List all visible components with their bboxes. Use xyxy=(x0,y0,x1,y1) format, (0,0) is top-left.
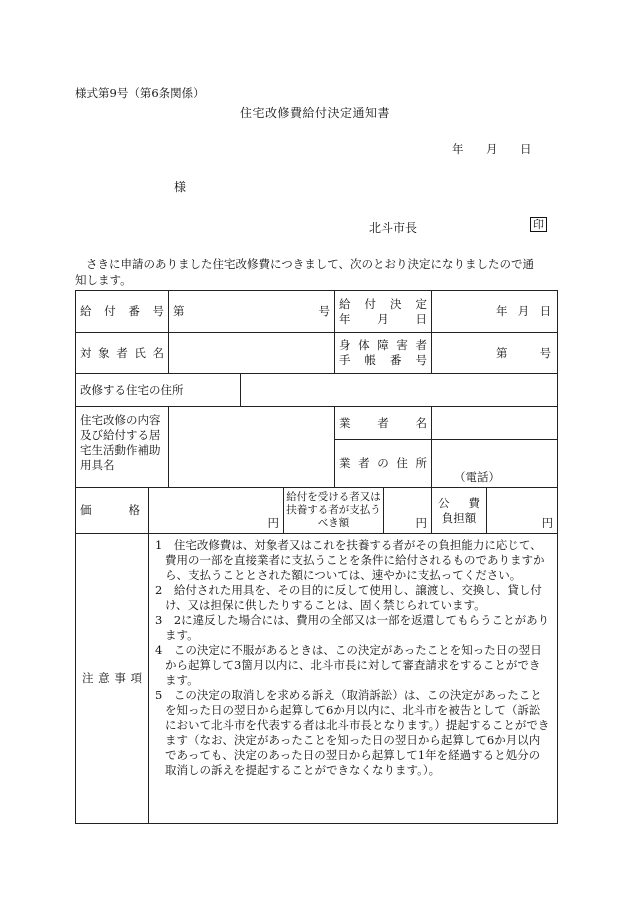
intro-line-2: 知します。 xyxy=(75,273,132,287)
document-title: 住宅改修費給付決定通知書 xyxy=(240,106,391,120)
public-burden-value xyxy=(487,488,558,534)
payer-yen: 円 xyxy=(415,516,428,530)
subject-name-label: 対 象 者 氏 名 xyxy=(76,333,169,374)
address-value xyxy=(241,374,558,407)
seal-mark: 印 xyxy=(530,217,547,232)
price-yen: 円 xyxy=(267,516,279,530)
note-2: 2 給付された用具を、その目的に反して使用し、譲渡し、交換し、貸し付け、又は担保に供したりすることは、固く禁じられています。 xyxy=(155,583,542,612)
date-year: 年 xyxy=(452,142,464,156)
address-label: 改修する住宅の住所 xyxy=(76,374,241,407)
subject-name-value xyxy=(169,333,335,374)
decision-date-cell: 年 月 日 xyxy=(432,291,558,333)
intro-line-1: さきに申請のありました住宅改修費につきまして、次のとおり決定になりましたので通 xyxy=(86,257,535,271)
content-label: 住宅改修の内容及び給付する居宅生活動作補助用具名 xyxy=(76,407,169,488)
disability-number-cell: 第 号 xyxy=(432,333,558,374)
contractor-label: 業 者 名 xyxy=(335,407,432,440)
phone-label: （電話） xyxy=(454,470,501,484)
payer-amount-value xyxy=(384,488,432,534)
note-4: 4 この決定に不服があるときは、この決定があったことを知った日の翌日から起算して3箇月以内に、北斗市長に対して審査請求をすることができます。 xyxy=(155,643,542,687)
note-1: 1 住宅改修費は、対象者又はこれを扶養する者がその負担能力に応じて、費用の一部を直接業者に支払うことを条件に給付されるものでありますから、支払うこととされた額については、速やかに支払ってください。 xyxy=(155,538,545,582)
content-value xyxy=(169,407,335,488)
public-yen: 円 xyxy=(541,516,554,530)
price-label: 価 格 xyxy=(76,488,149,534)
notes-body xyxy=(149,534,558,824)
contractor-value xyxy=(432,407,558,440)
date-day: 日 xyxy=(520,142,532,156)
public-burden-label: 公 費 負担額 xyxy=(432,488,487,534)
payment-number-cell: 第 号 xyxy=(169,291,335,333)
payer-amount-label: 給付を受ける者又は扶養する者が支払うべき額 xyxy=(284,488,384,534)
notes-label: 注 意 事 項 xyxy=(76,534,149,824)
decision-date-label: 給 付 決 定 年 月 日 xyxy=(335,291,432,333)
disability-label: 身 体 障 害 者 手 帳 番 号 xyxy=(335,333,432,374)
note-5: 5 この決定の取消しを求める訴え（取消訴訟）は、この決定があったことを知った日の翌日から起算して6か月以内に、北斗市を被告として（訴訟において北斗市を代表する者は北斗市長となります。）提起することができます（なお、決定があったことを知った日の翌日から起算して6か月以内であっても、決定のあった日の翌日から起算して1年を経過すると処分の取消しの訴えを提起することができなくなります。）。 xyxy=(155,688,550,777)
issuer-name: 北斗市長 xyxy=(369,221,418,235)
price-value xyxy=(149,488,284,534)
contractor-address-label: 業 者 の 住 所 xyxy=(335,440,432,488)
payment-number-label: 給 付 番 号 xyxy=(76,291,169,333)
contractor-address-value xyxy=(432,440,558,488)
decision-table xyxy=(75,290,558,824)
form-number: 様式第9号（第6条関係） xyxy=(75,86,205,100)
note-3: 3 2に違反した場合には、費用の全部又は一部を返還してもらうことがあります。 xyxy=(155,613,550,642)
date-month: 月 xyxy=(486,142,498,156)
recipient-suffix: 様 xyxy=(174,180,187,194)
